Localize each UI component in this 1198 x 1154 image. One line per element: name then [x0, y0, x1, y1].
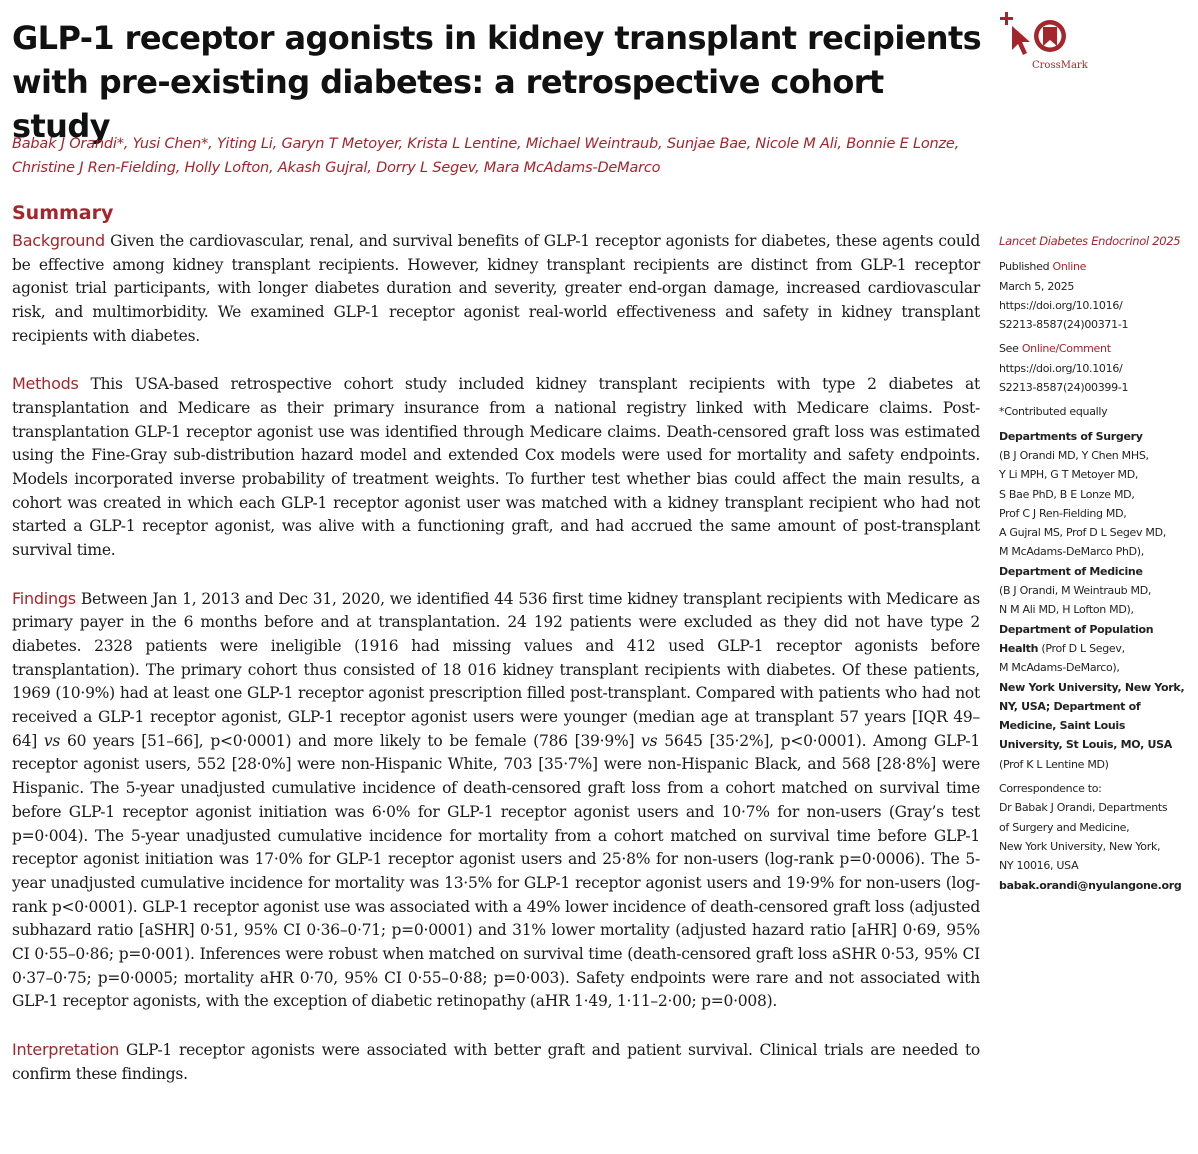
affiliation-line: (Prof K L Lentine MD) — [999, 757, 1109, 771]
affiliation-heading: Medicine, Saint Louis — [999, 719, 1126, 733]
affiliation-heading: Department of Population — [999, 622, 1154, 636]
findings-text: Between Jan 1, 2013 and Dec 31, 2020, we identified 44 536 first time kidney transplant recipients with Medicare as primary payer in the 6 months before and at transplantation. 24 192 patients were excluded as they did not have type 2 diabetes. 2328 patients were ineligible (1916 had missing values and 412 used GLP-1 receptor agonists before transplantation). The primary cohort thus consisted of 18 016 kidney transplant recipients with diabetes. Of these patients, 1969 (10·9%) had at least one GLP-1 receptor agonist prescription filled post-transplant. Compared with patients who had not received a GLP-1 receptor agonist, GLP-1 receptor agonist users were younger (median age at transplant 57 years [IQR 49–64] — [12, 589, 980, 750]
versus-word: vs — [641, 731, 658, 750]
affiliation-line: (B J Orandi, M Weintraub MD, — [999, 584, 1152, 598]
abstract-body — [12, 229, 980, 1110]
affiliation-line: Prof C J Ren-Fielding MD, — [999, 506, 1127, 520]
affiliation-heading: Health — [999, 641, 1039, 655]
affiliation-line: M McAdams-DeMarco), — [999, 661, 1120, 675]
affiliations — [999, 427, 1189, 774]
findings-label: Findings — [12, 588, 76, 608]
summary-heading: Summary — [12, 202, 114, 224]
authors-line: Babak J Orandi*, Yusi Chen*, Yiting Li, Garyn T Metoyer, Krista L Lentine, Michael Weintraub, Sunjae Bae, Nicole M Ali, Bonnie E Lonze, — [12, 136, 960, 152]
doi-link[interactable]: S2213-8587(24)00371-1 — [999, 318, 1129, 332]
methods-label: Methods — [12, 374, 79, 394]
contribution-note: *Contributed equally — [999, 405, 1108, 419]
publication-info — [999, 257, 1189, 334]
affiliation-line: N M Ali MD, H Lofton MD), — [999, 603, 1134, 617]
correspondence-line: of Surgery and Medicine, — [999, 820, 1130, 834]
correspondence — [999, 779, 1189, 895]
correspondence-line: NY 10016, USA — [999, 859, 1079, 873]
doi-link[interactable]: https://doi.org/10.1016/ — [999, 361, 1123, 375]
affiliation-line: (Prof D L Segev, — [1041, 641, 1125, 655]
findings-paragraph — [12, 587, 980, 1015]
published-prefix: Published — [999, 260, 1050, 274]
doi-link[interactable]: S2213-8587(24)00399-1 — [999, 381, 1129, 395]
journal-citation: Lancet Diabetes Endocrinol 2025 — [999, 234, 1181, 248]
findings-text: 60 years [51–66], p<0·0001) and more likely to be female (786 [39·9%] — [67, 731, 635, 750]
online-comment-link[interactable]: Online/Comment — [1021, 342, 1111, 356]
published-online-link[interactable]: Online — [1052, 260, 1087, 274]
article-title: GLP-1 receptor agonists in kidney transplant recipients with pre-existing diabetes: a retrospective cohort study — [12, 19, 982, 145]
crossmark-badge[interactable] — [1000, 10, 1088, 74]
background-paragraph — [12, 229, 980, 349]
crossmark-icon — [1000, 10, 1072, 62]
authors-line: Christine J Ren-Fielding, Holly Lofton, Akash Gujral, Dorry L Segev, Mara McAdams-DeMarco — [12, 160, 661, 176]
background-label: Background — [12, 231, 105, 250]
affiliation-line: A Gujral MS, Prof D L Segev MD, — [999, 526, 1166, 540]
affiliation-heading: New York University, New York, — [999, 680, 1185, 694]
findings-text: 5645 [35·2%], p<0·0001). Among GLP-1 receptor agonist users, 552 [28·0%] were non-Hispanic White, 703 [35·7%] were non-Hispanic Black, and 568 [28·8%] were Hispanic. The 5-year unadjusted cumulative incidence of death-censored graft loss from a cohort matched on survival time before GLP-1 receptor agonist initiation was 6·0% for GLP-1 receptor agonist users and 10·7% for non-users (Gray’s test p=0·004). The 5-year unadjusted cumulative incidence for mortality from a cohort matched on survival time before GLP-1 receptor agonist initiation was 17·0% for GLP-1 receptor agonist users and 25·8% for non-users (log-rank p=0·0006). The 5-year unadjusted cumulative incidence for mortality was 13·5% for GLP-1 receptor agonist users and 19·9% for non-users (log-rank p<0·0001). GLP-1 receptor agonist use was associated with a 49% lower incidence of death-censored graft loss (adjusted subhazard ratio [aSHR] 0·51, 95% CI 0·36–0·71; p=0·0001) and 31% lower mortality (adjusted hazard ratio [aHR] 0·69, 95% CI 0·55–0·86; p=0·001). Inferences were robust when matched on survival time (death-censored graft loss aSHR 0·53, 95% CI 0·37–0·75; p=0·0005; mortality aHR 0·70, 95% CI 0·55–0·88; p=0·003). Safety endpoints were rare and not associated with GLP-1 receptor agonists, with the exception of diabetic retinopathy (aHR 1·49, 1·11–2·00; p=0·008). — [12, 731, 980, 1011]
see-prefix: See — [999, 342, 1019, 356]
publication-date: March 5, 2025 — [999, 279, 1075, 293]
correspondence-line: New York University, New York, — [999, 839, 1161, 853]
background-text: Given the cardiovascular, renal, and survival benefits of GLP-1 receptor agonists for diabetes, these agents could be effective among kidney transplant recipients. However, kidney transplant recipients are distinct from GLP-1 receptor agonist trial participants, with longer diabetes duration and severity, greater end-organ damage, increased cardiovascular risk, and multimorbidity. We examined GLP-1 receptor agonist real-world effectiveness and safety in kidney transplant recipients with diabetes. — [12, 232, 980, 345]
correspondence-line: Correspondence to: — [999, 782, 1102, 796]
comment-info — [999, 339, 1189, 397]
affiliation-heading: Department of — [1053, 699, 1141, 713]
interpretation-text: GLP-1 receptor agonists were associated with better graft and patient survival. Clinical trials are needed to confirm these findings. — [12, 1040, 980, 1083]
affiliation-line: S Bae PhD, B E Lonze MD, — [999, 487, 1135, 501]
affiliation-heading: University, St Louis, MO, USA — [999, 738, 1172, 752]
article-sidebar — [999, 232, 1189, 900]
interpretation-label: Interpretation — [12, 1039, 120, 1059]
affiliation-line: (B J Orandi MD, Y Chen MHS, — [999, 448, 1149, 462]
affiliation-heading: Departments of Surgery — [999, 429, 1143, 443]
affiliation-line: M McAdams-DeMarco PhD), — [999, 545, 1144, 559]
methods-text: This USA-based retrospective cohort study included kidney transplant recipients with type 2 diabetes at transplantation and Medicare as their primary insurance from a national registry linked with Medicare claims. Post-transplantation GLP-1 receptor agonist use was identified through Medicare claims. Death-censored graft loss was estimated using the Fine-Gray sub-distribution hazard model and extended Cox models were used for mortality and safety endpoints. Models incorporated inverse probability of treatment weights. To further test whether bias could affect the main results, a cohort was created in which each GLP-1 receptor agonist user was matched with a kidney transplant recipient who had not started a GLP-1 receptor agonist, was alive with a functioning graft, and had accrued the same amount of post-transplant survival time. — [12, 375, 980, 560]
author-list — [12, 132, 972, 180]
affiliation-line: Y Li MPH, G T Metoyer MD, — [999, 468, 1139, 482]
methods-paragraph — [12, 372, 980, 563]
affiliation-heading: NY, USA; — [999, 699, 1050, 713]
versus-word: vs — [43, 731, 61, 750]
crossmark-label: CrossMark — [1032, 60, 1088, 71]
email-link[interactable]: babak.orandi@nyulangone.org — [999, 878, 1182, 892]
correspondence-line: Dr Babak J Orandi, Departments — [999, 801, 1168, 815]
doi-link[interactable]: https://doi.org/10.1016/ — [999, 298, 1123, 312]
affiliation-heading: Department of Medicine — [999, 564, 1143, 578]
interpretation-paragraph — [12, 1038, 980, 1086]
